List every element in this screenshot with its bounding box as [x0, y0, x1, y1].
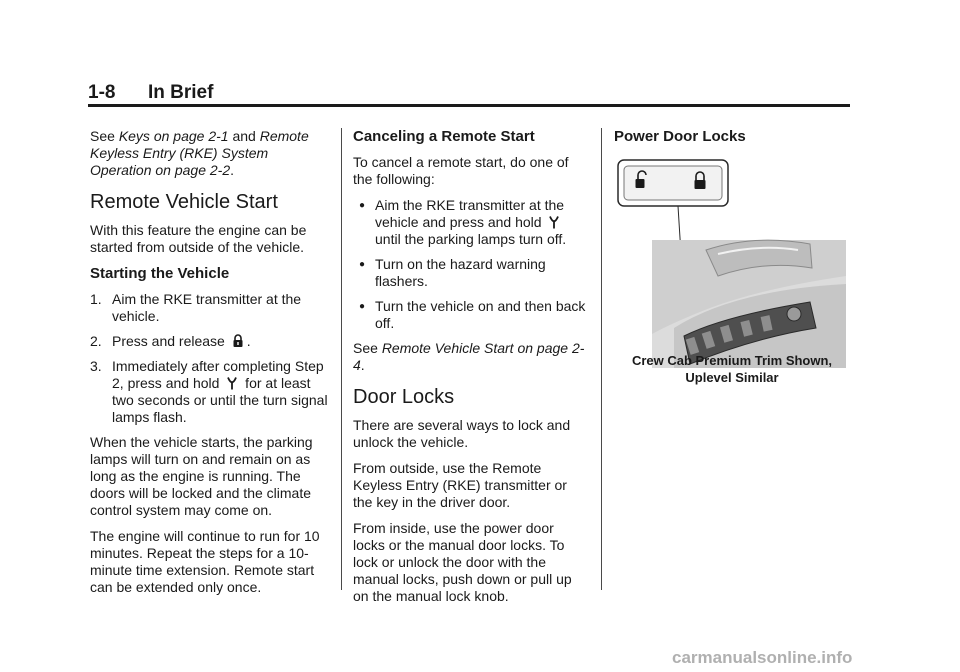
link-rke-system[interactable]: Remote Keyless Entry (RKE) System Operation on page 2-2 [90, 128, 309, 178]
column-divider-1 [341, 128, 342, 590]
heading-starting-vehicle: Starting the Vehicle [90, 265, 230, 282]
step-3: 3. Immediately after completing Step 2, press and hold for at least two seconds or until the turn signal lamps flash. [90, 358, 328, 425]
lock-icon [232, 334, 244, 348]
paragraph-when-starts: When the vehicle starts, the parking lamps will turn on and remain on as long as the engine is running. The doors will be locked and the climate control system may come on. [90, 434, 313, 518]
step-2: 2. Press and release . [90, 333, 251, 349]
paragraph-continue: The engine will continue to run for 10 minutes. Repeat the steps for a 10-minute time extension. Remote start can be extended only once. [90, 528, 320, 595]
heading-door-locks: Door Locks [353, 386, 455, 408]
door-lock-illustration [614, 158, 850, 374]
see-also-remote-start: See Remote Vehicle Start on page 2-4. [353, 340, 585, 373]
steps-list [90, 291, 328, 426]
heading-remote-vehicle-start: Remote Vehicle Start [90, 191, 278, 213]
cancel-option-1: ● Aim the RKE transmitter at the vehicle and press and hold until the parking lamps turn off. [359, 197, 567, 247]
heading-canceling-remote-start: Canceling a Remote Start [353, 128, 535, 145]
section-title: In Brief [148, 82, 214, 103]
page-header [88, 82, 850, 106]
cancel-option-3: ● Turn the vehicle on and then back off. [359, 298, 586, 331]
column-3 [614, 128, 850, 385]
bullet-icon: ● [359, 259, 366, 270]
paragraph-feature: With this feature the engine can be started from outside of the vehicle. [90, 222, 307, 255]
remote-start-icon [226, 376, 238, 390]
bullet-icon: ● [359, 301, 366, 312]
see-also-keys: See Keys on page 2-1 and Remote Keyless Entry (RKE) System Operation on page 2-2. [90, 128, 309, 178]
column-divider-2 [601, 128, 602, 590]
link-keys[interactable]: Keys on page 2-1 [118, 128, 229, 144]
remote-start-icon [548, 215, 560, 229]
heading-power-door-locks: Power Door Locks [614, 128, 746, 145]
bullet-icon: ● [359, 200, 366, 211]
step-1: 1. Aim the RKE transmitter at the vehicle. [90, 291, 302, 324]
column-2 [353, 128, 589, 614]
page-number: 1-8 [88, 82, 116, 103]
link-remote-vehicle-start[interactable]: Remote Vehicle Start on page 2-4 [353, 340, 585, 373]
paragraph-cancel: To cancel a remote start, do one of the following: [353, 154, 569, 187]
watermark: carmanualsonline.info [672, 648, 853, 667]
column-1 [90, 128, 328, 605]
header-rule [88, 104, 850, 107]
paragraph-outside: From outside, use the Remote Keyless Entry (RKE) transmitter or the key in the driver door. [353, 460, 567, 510]
figure-caption: Crew Cab Premium Trim Shown, Uplevel Similar [631, 353, 833, 385]
cancel-options-list [353, 197, 589, 332]
cancel-option-2: ● Turn on the hazard warning flashers. [359, 256, 546, 289]
paragraph-ways: There are several ways to lock and unlock the vehicle. [353, 417, 571, 450]
paragraph-inside: From inside, use the power door locks or the manual door locks. To lock or unlock the door with the manual locks, push down or pull up on the manual lock knob. [353, 520, 572, 604]
